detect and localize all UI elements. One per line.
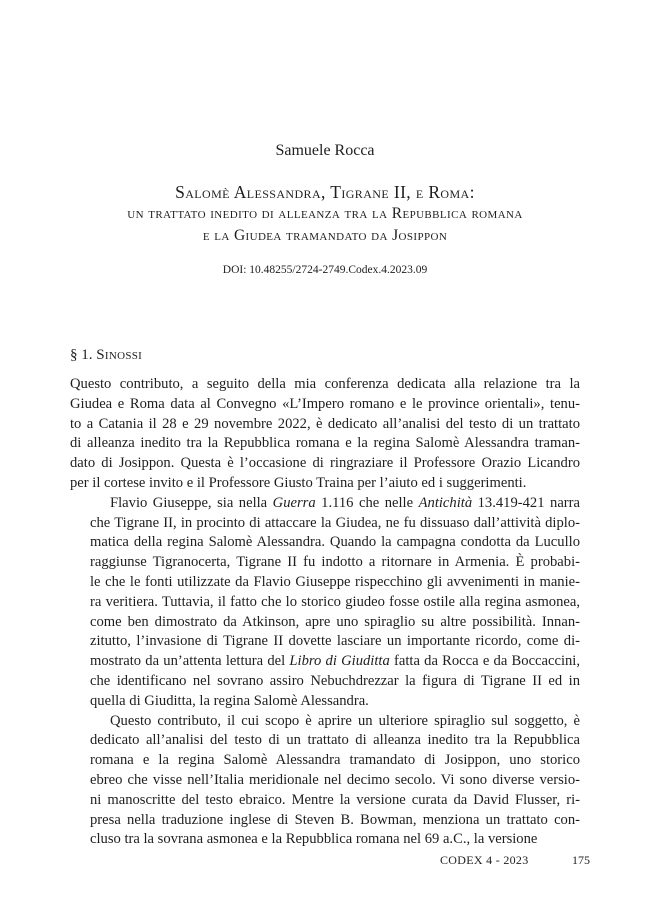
title-line-1: Salomè Alessandra, Tigrane II, e Roma: xyxy=(175,182,475,202)
text-line: di alleanza inedito tra la Repubblica romana e la regina Salomè Alessandra traman- xyxy=(70,435,580,452)
text-line: Questo contributo, a seguito della mia conferenza dedicata alla relazione tra la xyxy=(70,376,580,392)
text-line: come ben dimostrato da Atkinson, apre uno spiraglio su altre possibilità. Innan- xyxy=(90,613,580,630)
title-line-2: un trattato inedito di alleanza tra la Repubblica romana xyxy=(127,205,523,222)
text-line: zitutto, l’invasione di Tigrane II dovette lasciare un importante ricordo, come di- xyxy=(90,633,580,650)
text-line: che identificano nel sovrano assiro Nebuchdrezzar la figura di Tigrane II ed in xyxy=(90,672,580,689)
text-line: le che le fonti utilizzate da Flavio Giuseppe rispecchino gli avvenimenti in manie- xyxy=(90,573,580,590)
text-line: Questo contributo, il cui scopo è aprire un ulteriore spiraglio sul soggetto, è xyxy=(110,712,580,729)
paragraph xyxy=(70,375,580,494)
text-line: raggiunse Tigranocerta, Tigrane II fu indotto a ritornare in Armenia. È probabi- xyxy=(90,554,580,571)
text-line: presa nella traduzione inglese di Steven B. Bowman, menziona un trattato con- xyxy=(90,811,580,828)
paragraph xyxy=(70,494,580,712)
text-line: matica della regina Salomè Alessandra. Quando la campagna condotta da Lucullo xyxy=(90,534,580,551)
text-line: ni manoscritte del testo ebraico. Mentre la versione curata da David Flusser, ri- xyxy=(90,791,580,808)
text-line: mostrato da un’attenta lettura del Libro di Giuditta fatta da Rocca e da Boccaccini, xyxy=(90,653,581,670)
title-line-3: e la Giudea tramandato da Josippon xyxy=(202,227,448,244)
body-text xyxy=(70,375,580,850)
text-line: romana e la regina Salomè Alessandra tramandato di Josippon, uno storico xyxy=(90,752,580,769)
text-line: quella di Giuditta, la regina Salomè Alessandra. xyxy=(90,692,369,709)
text-line: Giudea e Roma data al Convegno «L’Impero romano e le province orientali», tenu- xyxy=(70,395,580,412)
article-title xyxy=(40,181,610,247)
page-number: 175 xyxy=(572,853,590,867)
text-line: Flavio Giuseppe, sia nella Guerra 1.116 che nelle Antichità 13.419-421 narra xyxy=(110,494,580,511)
doi-link[interactable]: DOI: 10.48255/2724-2749.Codex.4.2023.09 xyxy=(222,264,428,276)
text-line: to a Catania il 28 e 29 novembre 2022, è dedicato all’analisi del testo di un trattato xyxy=(70,415,580,432)
section-heading xyxy=(70,345,142,365)
text-line: per il cortese invito e il Professore Giusto Traina per l’aiuto ed i suggerimenti. xyxy=(70,474,527,491)
text-line: ebreo che visse nell’Italia meridionale nel decimo secolo. Vi sono diverse versio- xyxy=(90,771,580,788)
text-line: dato di Josippon. Questa è l’occasione di ringraziare il Professore Orazio Licandro xyxy=(70,455,580,472)
text-line: dedicato all’analisi del testo di un trattato di alleanza inedito tra la Repubblica xyxy=(90,732,580,749)
author-name: Samuele Rocca xyxy=(275,142,375,159)
section-number: § 1. xyxy=(70,347,93,363)
text-line: ra veritiera. Tuttavia, il fatto che lo storico giudeo fosse ostile alla regina asmonea, xyxy=(90,593,580,610)
paragraph xyxy=(70,712,580,851)
section-title: Sinossi xyxy=(96,347,143,363)
journal-issue: CODEX 4 - 2023 xyxy=(440,853,529,867)
text-line: che Tigrane II, in procinto di attaccare la Giudea, ne fu dissuaso dall’attività diplo- xyxy=(90,514,580,531)
text-line: cluso tra la sovrana asmonea e la Repubblica romana nel 69 a.C., la versione xyxy=(90,831,538,848)
